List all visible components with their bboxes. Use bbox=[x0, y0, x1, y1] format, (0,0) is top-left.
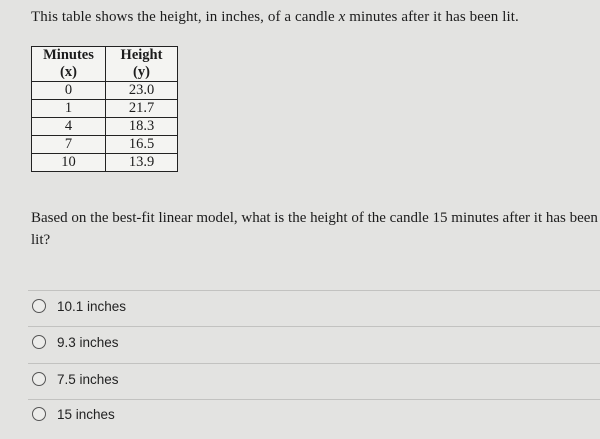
table-row bbox=[32, 118, 178, 136]
intro-suffix: minutes after it has been lit. bbox=[349, 9, 519, 25]
choice-label: 9.3 inches bbox=[57, 334, 119, 350]
header-height bbox=[106, 47, 178, 82]
table-header-row bbox=[32, 47, 178, 82]
choice-label: 15 inches bbox=[57, 406, 115, 422]
cell-height: 21.7 bbox=[106, 100, 178, 118]
header-minutes-var: (x) bbox=[60, 64, 77, 80]
radio-button[interactable] bbox=[32, 299, 46, 313]
question-intro bbox=[31, 9, 519, 26]
answer-choice-2[interactable] bbox=[32, 332, 119, 352]
radio-button[interactable] bbox=[32, 407, 46, 421]
radio-button[interactable] bbox=[32, 372, 46, 386]
table-row bbox=[32, 100, 178, 118]
header-minutes-label: Minutes bbox=[43, 47, 94, 63]
cell-minutes: 10 bbox=[32, 154, 106, 172]
choice-label: 10.1 inches bbox=[57, 298, 127, 314]
radio-button[interactable] bbox=[32, 335, 46, 349]
table-row bbox=[32, 136, 178, 154]
choice-label: 7.5 inches bbox=[57, 371, 119, 387]
cell-minutes: 7 bbox=[32, 136, 106, 154]
cell-height: 16.5 bbox=[106, 136, 178, 154]
header-minutes bbox=[32, 47, 106, 82]
question-prompt: Based on the best-fit linear model, what is the height of the candle 15 minutes after it has been lit? bbox=[31, 210, 598, 248]
table-row bbox=[32, 154, 178, 172]
intro-prefix: This table shows the height, in inches, of a candle bbox=[31, 9, 335, 25]
cell-height: 13.9 bbox=[106, 154, 178, 172]
data-table bbox=[31, 46, 178, 172]
header-height-label: Height bbox=[120, 47, 163, 63]
cell-height: 18.3 bbox=[106, 118, 178, 136]
divider bbox=[28, 326, 600, 327]
table-row bbox=[32, 82, 178, 100]
cell-minutes: 1 bbox=[32, 100, 106, 118]
header-height-var: (y) bbox=[133, 64, 150, 80]
cell-minutes: 0 bbox=[32, 82, 106, 100]
intro-variable: x bbox=[338, 9, 346, 25]
answer-choice-3[interactable] bbox=[32, 369, 119, 389]
cell-height: 23.0 bbox=[106, 82, 178, 100]
divider bbox=[28, 363, 600, 364]
cell-minutes: 4 bbox=[32, 118, 106, 136]
divider bbox=[28, 399, 600, 400]
answer-choice-4[interactable] bbox=[32, 404, 115, 424]
answer-choice-1[interactable] bbox=[32, 296, 126, 316]
divider bbox=[28, 290, 600, 291]
